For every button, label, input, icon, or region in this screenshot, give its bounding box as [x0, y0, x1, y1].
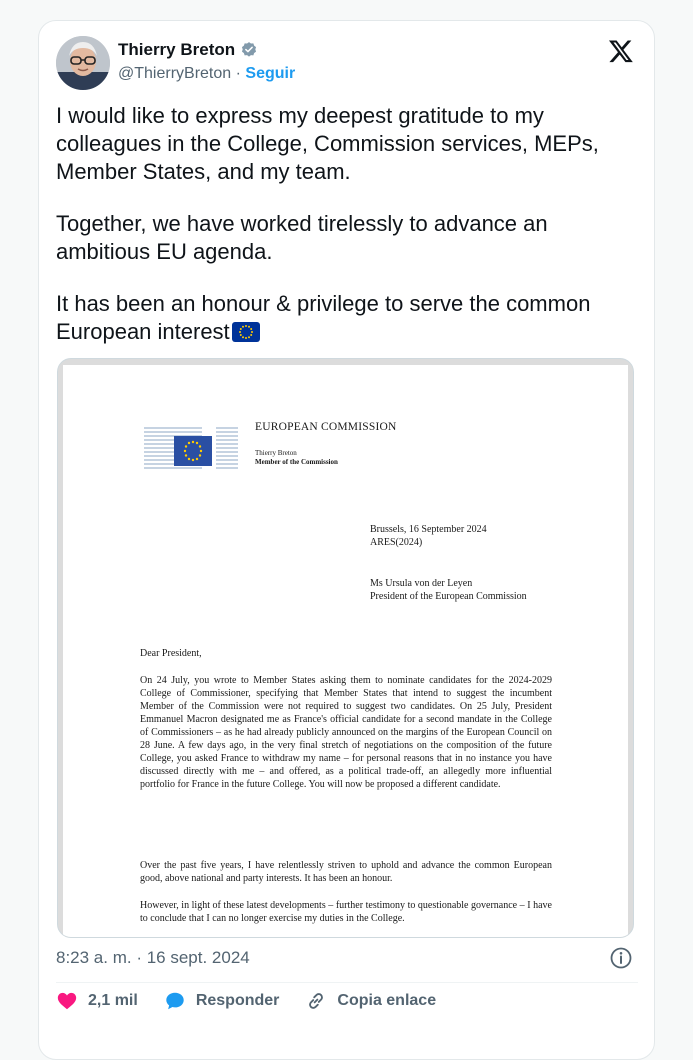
- letter-page: [63, 365, 628, 938]
- author-name-row[interactable]: [118, 40, 258, 60]
- x-logo-icon[interactable]: [608, 38, 634, 64]
- tweet-paragraph-3-text: It has been an honour & privilege to serve the common European interest: [56, 291, 591, 344]
- heart-icon: [56, 990, 78, 1012]
- letter-date-block: [370, 523, 487, 549]
- tweet-paragraph-2: Together, we have worked tirelessly to advance an ambitious EU agenda.: [56, 211, 548, 264]
- action-bar: [56, 990, 462, 1012]
- european-commission-logo: [142, 420, 252, 476]
- like-count: 2,1 mil: [88, 992, 138, 1009]
- letter-recipient-role: President of the European Commission: [370, 591, 527, 602]
- copy-link-button[interactable]: [305, 990, 436, 1012]
- link-icon: [305, 990, 327, 1012]
- letter-salutation: Dear President,: [140, 648, 202, 659]
- author-name[interactable]: Thierry Breton: [118, 40, 236, 59]
- letter-sender-role: Member of the Commission: [255, 458, 338, 466]
- verified-badge-icon: [240, 41, 258, 59]
- tweet-timestamp[interactable]: 8:23 a. m. · 16 sept. 2024: [56, 948, 250, 967]
- tweet-paragraph-3: [56, 290, 641, 346]
- reply-label: Responder: [195, 992, 280, 1009]
- attached-letter-image[interactable]: [57, 358, 634, 938]
- follow-button[interactable]: Seguir: [245, 65, 296, 82]
- tweet-paragraph-1: I would like to express my deepest gratitude to my colleagues in the College, Commission services, MEPs, Member States, and my team.: [56, 103, 599, 184]
- copy-link-label: Copia enlace: [337, 992, 437, 1009]
- info-icon[interactable]: [609, 946, 633, 970]
- reply-button[interactable]: [164, 990, 280, 1012]
- tweet-text: [56, 102, 641, 370]
- avatar-image: [56, 36, 110, 90]
- separator-dot: ·: [235, 65, 241, 82]
- handle-row: [118, 65, 295, 83]
- letter-sender-name: Thierry Breton: [255, 449, 297, 457]
- avatar[interactable]: [56, 36, 110, 90]
- letter-org-title: EUROPEAN COMMISSION: [255, 421, 397, 433]
- letter-reference: ARES(2024): [370, 537, 423, 548]
- letter-paragraph-1: On 24 July, you wrote to Member States asking them to nominate candidates for the 2024-2029 College of Commissioner, specifying that Member States that intend to suggest the incumbent Member of the Commission were not required to suggest two candidates. On 25 July, President Emmanuel Macron designated me as France's official candidate for a second mandate in the College of Commissioners – as he had already publicly announced on the margins of the European Council on 28 June. A few days ago, in the very final stretch of negotiations on the composition of the future College, you asked France to withdraw my name – for personal reasons that in no instance you have discussed directly with me – and offered, as a political trade-off, an allegedly more influential portfolio for France in the future College. You will now be proposed a different candidate.: [140, 675, 552, 790]
- like-button[interactable]: [56, 990, 138, 1012]
- author-handle[interactable]: @ThierryBreton: [118, 65, 232, 82]
- letter-addressee: [370, 577, 527, 603]
- letter-recipient-name: Ms Ursula von der Leyen: [370, 578, 473, 589]
- letter-paragraph-3: However, in light of these latest developments – further testimony to questionable governance – I have to conclude that I can no longer exercise my duties in the College.: [140, 900, 552, 924]
- letter-date: Brussels, 16 September 2024: [370, 524, 487, 535]
- letter-paragraph-2: Over the past five years, I have relentlessly striven to uphold and advance the common European good, above national and party interests. It has been an honour.: [140, 860, 552, 884]
- eu-flag-icon: [232, 322, 260, 342]
- divider: [56, 982, 638, 983]
- speech-bubble-icon: [164, 990, 186, 1012]
